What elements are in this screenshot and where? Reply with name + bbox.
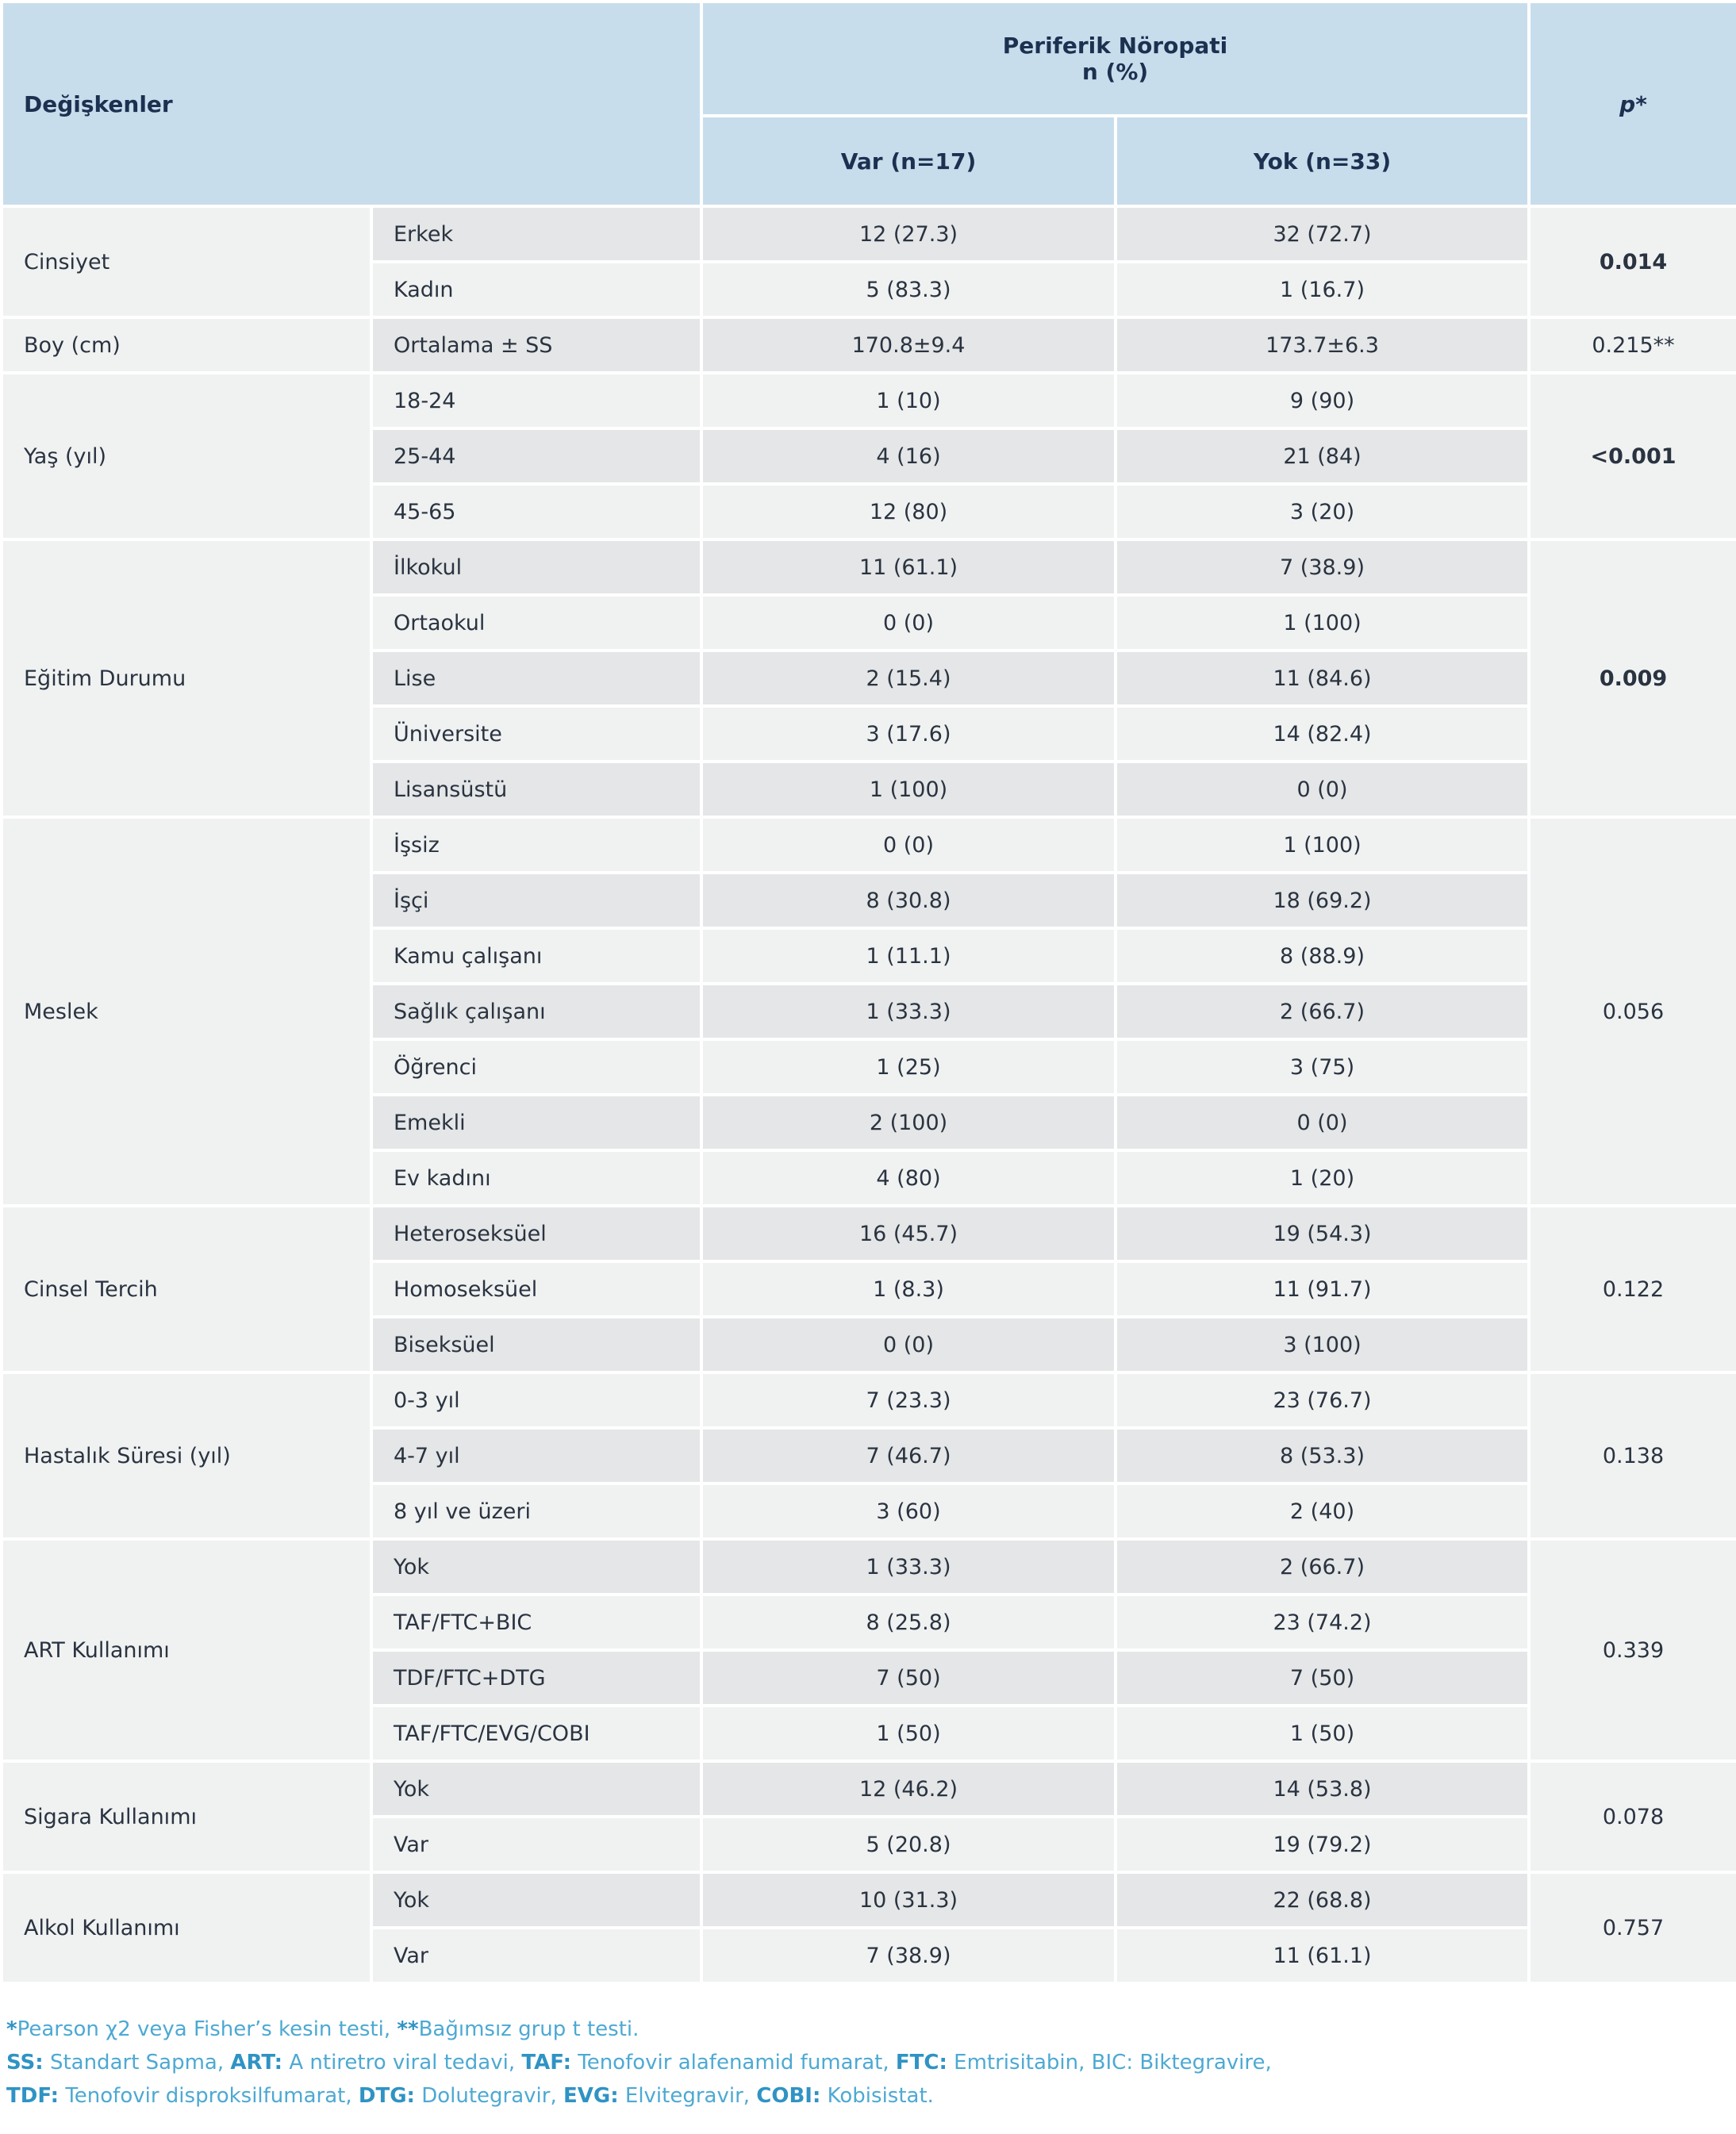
var-count: 1 (100) [703,763,1114,816]
category-label: Ev kadını [373,1152,700,1204]
footnote-key: ** [397,2017,419,2041]
category-label: İşsiz [373,819,700,871]
variable-name: Meslek [3,819,370,1204]
category-label: Erkek [373,208,700,260]
var-count: 2 (100) [703,1096,1114,1149]
header-var: Var (n=17) [703,117,1114,205]
category-label: Var [373,1818,700,1871]
yok-count: 1 (20) [1117,1152,1527,1204]
footnote-key: DTG: [358,2084,415,2108]
group-title-line1: Periferik Nöropati [1002,33,1228,59]
footnote-text: A ntiretro viral tedavi, [282,2051,522,2075]
p-value: 0.757 [1531,1874,1736,1982]
category-label: Kamu çalışanı [373,930,700,982]
yok-count: 8 (53.3) [1117,1430,1527,1482]
var-count: 2 (15.4) [703,652,1114,704]
category-label: Kadın [373,263,700,316]
category-label: 4-7 yıl [373,1430,700,1482]
var-count: 1 (8.3) [703,1263,1114,1315]
p-value: 0.014 [1531,208,1736,316]
var-count: 12 (27.3) [703,208,1114,260]
yok-count: 1 (100) [1117,819,1527,871]
yok-count: 2 (66.7) [1117,1541,1527,1593]
var-count: 7 (46.7) [703,1430,1114,1482]
category-label: Ortalama ± SS [373,319,700,371]
footnote-text: Emtrisitabin, BIC: Biktegravire, [947,2051,1272,2075]
yok-count: 21 (84) [1117,430,1527,482]
var-count: 7 (23.3) [703,1374,1114,1426]
category-label: Heteroseksüel [373,1207,700,1260]
var-count: 12 (46.2) [703,1763,1114,1815]
footnote-text: Dolutegravir, [414,2084,563,2108]
footnote-text: Kobisistat. [820,2084,934,2108]
var-count: 3 (60) [703,1485,1114,1537]
yok-count: 1 (16.7) [1117,263,1527,316]
footnote-line-2 [6,2051,1272,2075]
table-row [3,1763,1736,1815]
yok-count: 3 (75) [1117,1041,1527,1093]
footnote-line-3 [6,2084,934,2108]
variable-name: Cinsiyet [3,208,370,316]
yok-count: 23 (74.2) [1117,1596,1527,1648]
yok-count: 19 (79.2) [1117,1818,1527,1871]
var-count: 7 (50) [703,1652,1114,1704]
yok-count: 1 (50) [1117,1707,1527,1760]
yok-count: 7 (50) [1117,1652,1527,1704]
footnote-line-1 [6,2017,639,2041]
category-label: TAF/FTC/EVG/COBI [373,1707,700,1760]
var-count: 10 (31.3) [703,1874,1114,1926]
yok-count: 173.7±6.3 [1117,319,1527,371]
var-count: 5 (20.8) [703,1818,1114,1871]
var-count: 0 (0) [703,597,1114,649]
yok-count: 14 (82.4) [1117,708,1527,760]
var-count: 0 (0) [703,819,1114,871]
footnote-text: Elvitegravir, [618,2084,757,2108]
variable-name: Boy (cm) [3,319,370,371]
yok-count: 14 (53.8) [1117,1763,1527,1815]
var-count: 8 (25.8) [703,1596,1114,1648]
yok-count: 22 (68.8) [1117,1874,1527,1926]
table-header [3,3,1736,205]
var-count: 1 (33.3) [703,1541,1114,1593]
p-value: 0.122 [1531,1207,1736,1371]
category-label: 45-65 [373,486,700,538]
table-body [3,208,1736,1982]
p-value: <0.001 [1531,374,1736,538]
table-row [3,541,1736,593]
table-row [3,1374,1736,1426]
variable-name: Hastalık Süresi (yıl) [3,1374,370,1537]
footnote-text: Bağımsız grup t testi. [418,2017,639,2041]
variable-name: Alkol Kullanımı [3,1874,370,1982]
category-label: 25-44 [373,430,700,482]
category-label: TAF/FTC+BIC [373,1596,700,1648]
category-label: 18-24 [373,374,700,427]
header-group-title [703,3,1527,114]
footnote-text: Standart Sapma, [43,2051,231,2075]
footnote-key: * [6,2017,17,2041]
table-row [3,319,1736,371]
var-count: 8 (30.8) [703,874,1114,927]
footnote-key: TDF: [6,2084,60,2108]
var-count: 1 (50) [703,1707,1114,1760]
yok-count: 32 (72.7) [1117,208,1527,260]
yok-count: 2 (66.7) [1117,985,1527,1038]
category-label: Var [373,1929,700,1982]
category-label: Yok [373,1763,700,1815]
category-label: Homoseksüel [373,1263,700,1315]
category-label: Biseksüel [373,1318,700,1371]
table-row [3,208,1736,260]
variable-name: Eğitim Durumu [3,541,370,816]
category-label: Yok [373,1541,700,1593]
table-row [3,819,1736,871]
var-count: 16 (45.7) [703,1207,1114,1260]
group-title-line2: n (%) [1081,59,1149,85]
category-label: Lisansüstü [373,763,700,816]
yok-count: 7 (38.9) [1117,541,1527,593]
yok-count: 0 (0) [1117,763,1527,816]
category-label: Lise [373,652,700,704]
yok-count: 0 (0) [1117,1096,1527,1149]
var-count: 170.8±9.4 [703,319,1114,371]
footnote-key: ART: [230,2051,283,2075]
yok-count: 3 (20) [1117,486,1527,538]
yok-count: 1 (100) [1117,597,1527,649]
footnote-text: Tenofovir disproksilfumarat, [59,2084,359,2108]
p-value: 0.138 [1531,1374,1736,1537]
var-count: 1 (25) [703,1041,1114,1093]
p-value: 0.009 [1531,541,1736,816]
yok-count: 9 (90) [1117,374,1527,427]
category-label: Emekli [373,1096,700,1149]
yok-count: 2 (40) [1117,1485,1527,1537]
category-label: Sağlık çalışanı [373,985,700,1038]
var-count: 4 (80) [703,1152,1114,1204]
p-value: 0.215** [1531,319,1736,371]
footnote-key: COBI: [756,2084,821,2108]
category-label: Üniversite [373,708,700,760]
yok-count: 11 (61.1) [1117,1929,1527,1982]
category-label: 8 yıl ve üzeri [373,1485,700,1537]
variable-name: Sigara Kullanımı [3,1763,370,1871]
table-row [3,374,1736,427]
category-label: İlkokul [373,541,700,593]
footnote-key: EVG: [563,2084,619,2108]
yok-count: 11 (84.6) [1117,652,1527,704]
footnote-key: TAF: [521,2051,571,2075]
var-count: 1 (11.1) [703,930,1114,982]
yok-count: 19 (54.3) [1117,1207,1527,1260]
p-value: 0.056 [1531,819,1736,1204]
category-label: Yok [373,1874,700,1926]
var-count: 11 (61.1) [703,541,1114,593]
category-label: Ortaokul [373,597,700,649]
category-label: 0-3 yıl [373,1374,700,1426]
header-p: p* [1531,3,1736,205]
category-label: Öğrenci [373,1041,700,1093]
variable-name: Yaş (yıl) [3,374,370,538]
yok-count: 3 (100) [1117,1318,1527,1371]
header-variables: Değişkenler [3,3,700,205]
var-count: 3 (17.6) [703,708,1114,760]
category-label: İşçi [373,874,700,927]
yok-count: 8 (88.9) [1117,930,1527,982]
var-count: 5 (83.3) [703,263,1114,316]
footnote-key: SS: [6,2051,44,2075]
p-value: 0.078 [1531,1763,1736,1871]
yok-count: 23 (76.7) [1117,1374,1527,1426]
footnote-text: Tenofovir alafenamid fumarat, [570,2051,896,2075]
table-row [3,1207,1736,1260]
table-row [3,1541,1736,1593]
variable-name: ART Kullanımı [3,1541,370,1760]
var-count: 7 (38.9) [703,1929,1114,1982]
variable-name: Cinsel Tercih [3,1207,370,1371]
yok-count: 11 (91.7) [1117,1263,1527,1315]
yok-count: 18 (69.2) [1117,874,1527,927]
var-count: 4 (16) [703,430,1114,482]
p-value: 0.339 [1531,1541,1736,1760]
table-row [3,1874,1736,1926]
header-yok: Yok (n=33) [1117,117,1527,205]
var-count: 1 (10) [703,374,1114,427]
footnote-key: FTC: [895,2051,947,2075]
var-count: 0 (0) [703,1318,1114,1371]
category-label: TDF/FTC+DTG [373,1652,700,1704]
footnote-text: Pearson χ2 veya Fisher’s kesin testi, [17,2017,398,2041]
var-count: 1 (33.3) [703,985,1114,1038]
var-count: 12 (80) [703,486,1114,538]
